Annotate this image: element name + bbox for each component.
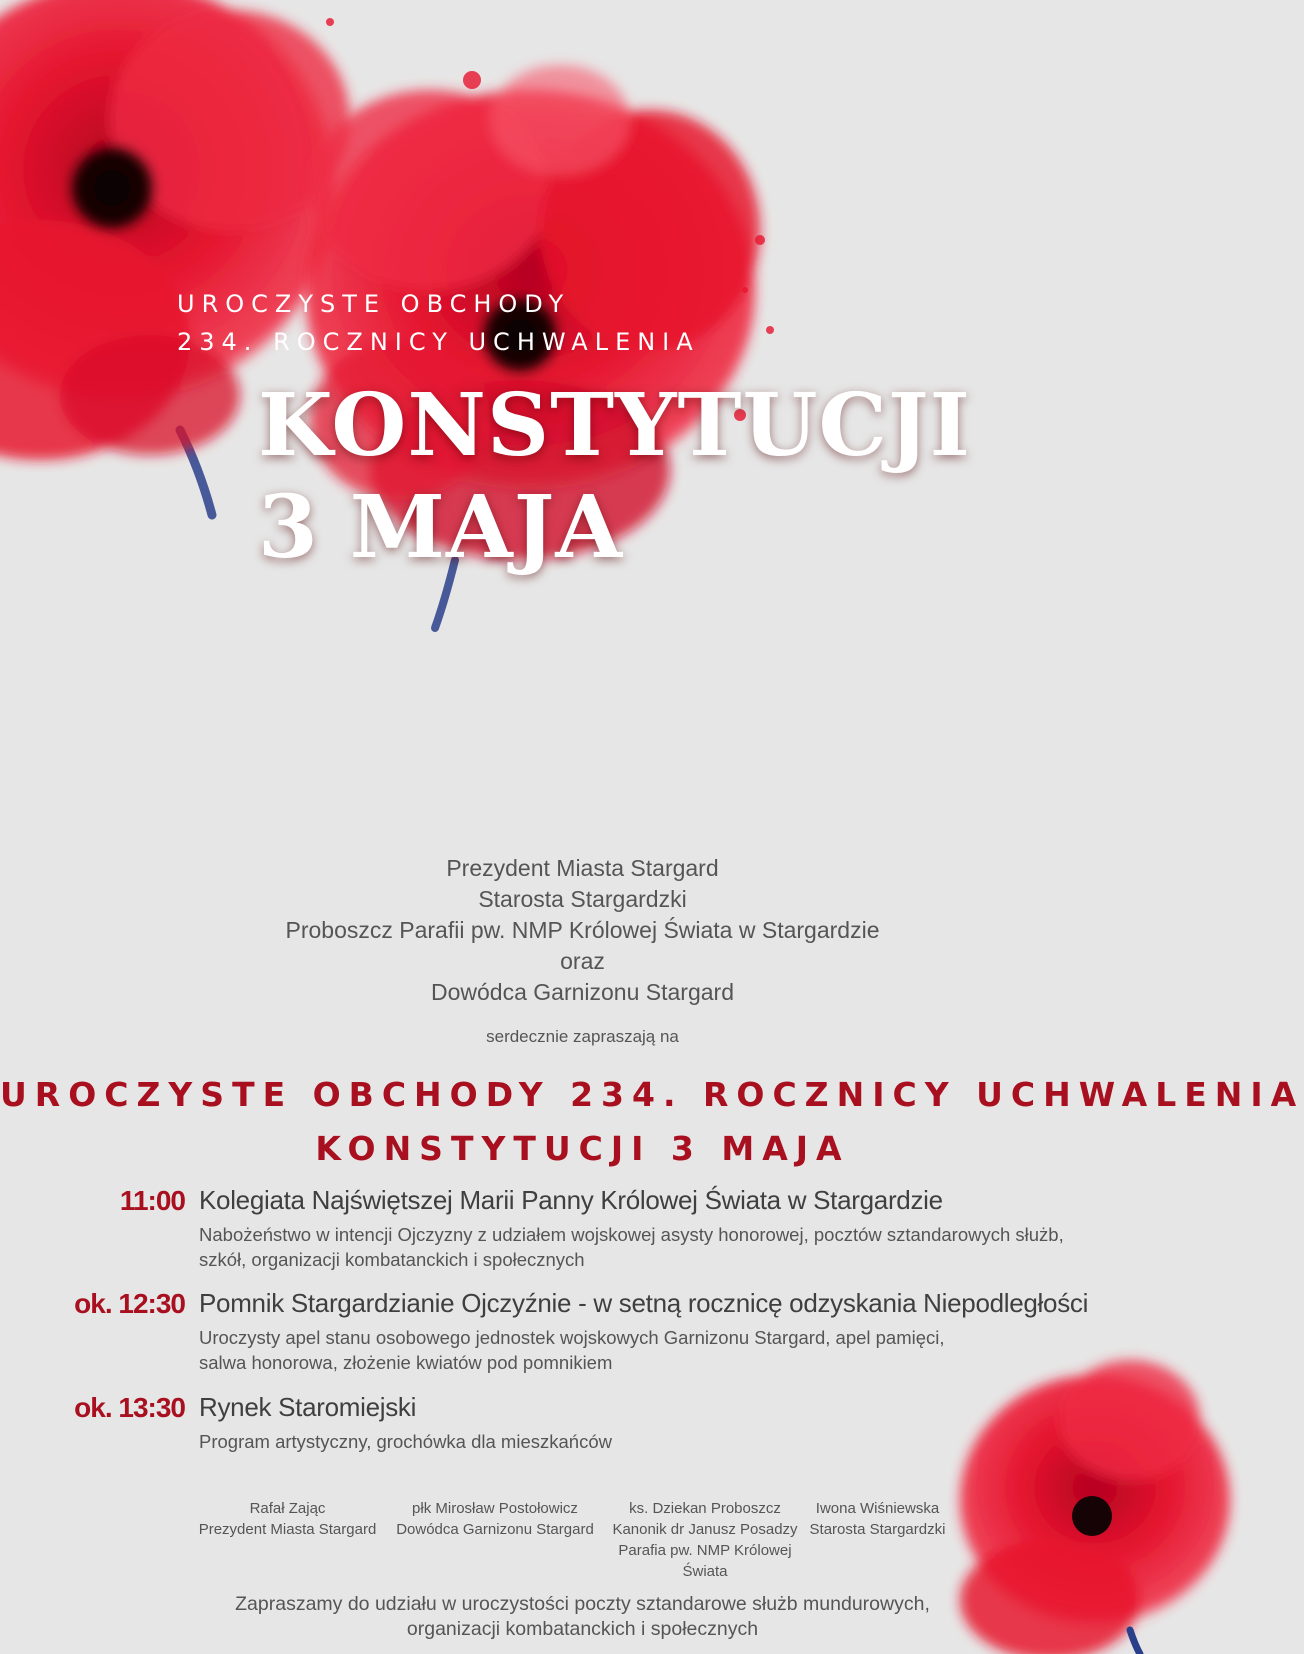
signature-block xyxy=(805,1498,950,1540)
signature-line: Rafał Zając xyxy=(249,1500,326,1517)
signature-line: Kanonik dr Janusz Posadzy xyxy=(612,1521,798,1538)
schedule-place: Pomnik Stargardzianie Ojczyźnie - w setną rocznicę odzyskania Niepodległości xyxy=(199,1288,1089,1318)
signature-line: Iwona Wiśniewska xyxy=(815,1500,940,1517)
invite-text: serdecznie zapraszają na xyxy=(486,1027,679,1046)
signature-line: Parafia pw. NMP Królowej xyxy=(618,1542,792,1559)
hero-title-line1: KONSTYTUCJI xyxy=(258,375,971,476)
event-title-line2: KONSTYTUCJI 3 MAJA xyxy=(315,1129,850,1168)
schedule-description xyxy=(199,1222,1079,1272)
signature-block xyxy=(395,1498,595,1540)
signature-block xyxy=(195,1498,380,1540)
signature-line: ks. Dziekan Proboszcz xyxy=(629,1500,781,1517)
schedule-desc-line: salwa honorowa, złożenie kwiatów pod pomnikiem xyxy=(199,1352,613,1373)
event-title xyxy=(0,1068,1304,1176)
hero-subtitle-line1: UROCZYSTE OBCHODY xyxy=(177,290,571,318)
footer-line2: organizacji kombatanckich i społecznych xyxy=(406,1618,759,1640)
schedule-description xyxy=(199,1325,1079,1375)
schedule-time: ok. 13:30 xyxy=(74,1392,185,1423)
host-line: Prezydent Miasta Stargard xyxy=(446,855,719,881)
hero-subtitle-line2: 234. ROCZNICY UCHWALENIA xyxy=(177,328,700,356)
signature-line: Prezydent Miasta Stargard xyxy=(198,1521,377,1538)
signature-line: Świata xyxy=(682,1563,728,1580)
signature-block xyxy=(610,1498,800,1582)
host-line: Starosta Stargardzki xyxy=(478,886,687,912)
host-line: Dowódca Garnizonu Stargard xyxy=(431,979,734,1005)
schedule-place: Kolegiata Najświętszej Marii Panny Królowej Świata w Stargardzie xyxy=(199,1185,943,1215)
schedule-time: ok. 12:30 xyxy=(74,1288,185,1319)
schedule-time: 11:00 xyxy=(119,1185,185,1216)
hosts-list xyxy=(0,853,1165,1008)
schedule-desc-line: Uroczysty apel stanu osobowego jednostek wojskowych Garnizonu Stargard, apel pamięci, xyxy=(199,1327,945,1348)
footer-line1: Zapraszamy do udziału w uroczystości poczty sztandarowe służb mundurowych, xyxy=(235,1593,930,1615)
hero-title-line2: 3 MAJA xyxy=(258,477,624,578)
schedule-description xyxy=(199,1429,1079,1454)
schedule-desc-line: szkół, organizacji kombatanckich i społecznych xyxy=(199,1249,585,1270)
schedule-desc-line: Program artystyczny, grochówka dla mieszkańców xyxy=(199,1431,612,1452)
poppy-center-dark xyxy=(1072,1496,1112,1536)
host-line: Proboszcz Parafii pw. NMP Królowej Świata w Stargardzie xyxy=(285,917,880,943)
footer-note xyxy=(0,1592,1165,1642)
hero-title xyxy=(258,375,971,579)
signature-line: Dowódca Garnizonu Stargard xyxy=(396,1521,594,1538)
host-line: oraz xyxy=(560,948,605,974)
schedule-place: Rynek Staromiejski xyxy=(199,1392,417,1422)
event-title-line1: UROCZYSTE OBCHODY 234. ROCZNICY UCHWALENIA xyxy=(0,1075,1304,1114)
signature-line: Starosta Stargardzki xyxy=(809,1521,946,1538)
schedule-desc-line: Nabożeństwo w intencji Ojczyzny z udziałem wojskowej asysty honorowej, pocztów sztandarowych służb, xyxy=(199,1224,1064,1245)
signature-line: płk Mirosław Postołowicz xyxy=(412,1500,578,1517)
